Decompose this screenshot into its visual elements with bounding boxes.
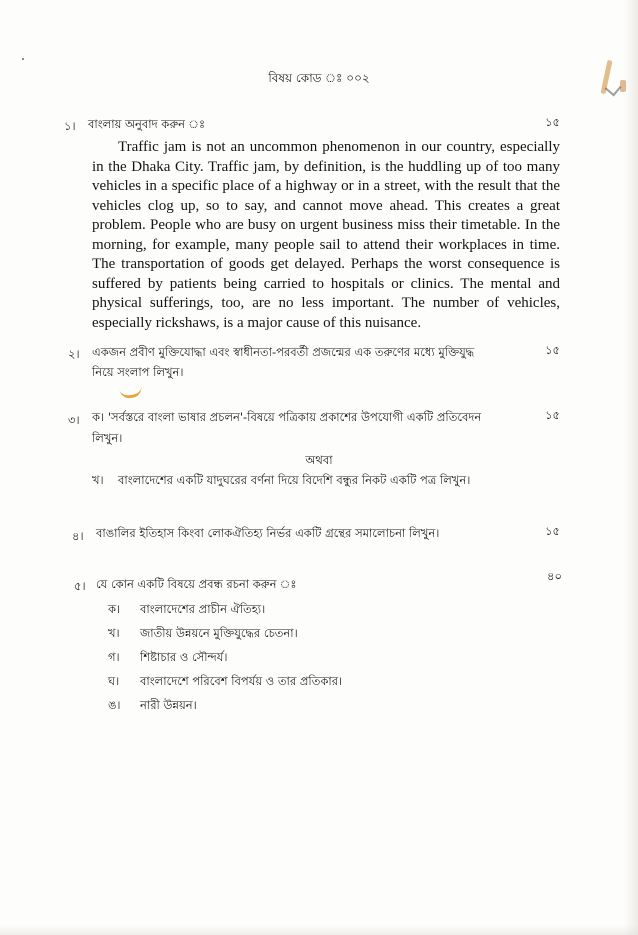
question-1-number: ১।	[64, 119, 76, 133]
topic-label: খ।	[108, 625, 120, 640]
list-item	[108, 670, 342, 694]
question-4-line-1: বাঙালির ইতিহাস কিংবা লোকঐতিহ্য নির্ভর একটি গ্রন্থের সমালোচনা লিখুন।	[96, 526, 440, 540]
scan-bottom-shadow	[0, 925, 638, 935]
question-3-number: ৩।	[68, 413, 80, 427]
topic-text: বাংলাদেশের প্রাচীন ঐতিহ্য।	[140, 601, 266, 616]
list-item	[108, 694, 342, 718]
or-separator: অথবা	[305, 453, 333, 467]
topic-text: শিষ্টাচার ও সৌন্দর্য।	[140, 649, 228, 664]
question-2-marks: ১৫	[545, 343, 560, 357]
question-5-line-1: যে কোন একটি বিষয়ে প্রবন্ধ রচনা করুন ঃ	[96, 577, 297, 591]
topic-label: ঙ।	[108, 697, 121, 712]
translation-passage: Traffic jam is not an uncommon phenomenon in our country, especially in the Dhaka City. Traffic jam, by definition, is the huddling up of too many vehicles in a specific place of a highway or in a street, with the result that the vehicles clog up, so to say, and cannot move ahead. This creates a great problem. People who are busy on urgent business miss their timetable. In the morning, for example, many people sail to attend their workplaces in time. The transportation of goods get delayed. Perhaps the worst consequence is suffered by patients being carried to hospitals or clinics. The mental and physical sufferings, too, are no less important. The number of vehicles, especially rickshaws, is a major cause of this nuisance.	[92, 139, 560, 331]
question-2-number: ২।	[68, 347, 80, 361]
question-1-prompt: বাংলায় অনুবাদ করুন ঃ	[88, 117, 206, 131]
question-3-marks: ১৫	[545, 408, 560, 422]
list-item	[108, 598, 342, 622]
question-2-line-1: একজন প্রবীণ মুক্তিযোদ্ধা এবং স্বাধীনতা-পরবর্তী প্রজন্মের এক তরুণের মধ্যে মুক্তিযুদ্ধ	[92, 345, 475, 359]
subject-code: বিষয় কোড ঃ ০০২	[268, 71, 370, 85]
question-2-line-2: নিয়ে সংলাপ লিখুন।	[92, 365, 184, 379]
question-1-marks: ১৫	[545, 115, 560, 129]
question-3-alt-label: খ।	[92, 473, 104, 487]
question-3-line-2: লিখুন।	[92, 431, 123, 445]
essay-topic-list	[108, 598, 342, 718]
list-item	[108, 646, 342, 670]
topic-text: নারী উন্নয়ন।	[140, 697, 197, 712]
question-4-marks: ১৫	[545, 524, 560, 538]
list-item	[108, 622, 342, 646]
question-3-alt-text: বাংলাদেশের একটি যাদুঘরের বর্ণনা দিয়ে বিদেশি বন্ধুর নিকট একটি পত্র লিখুন।	[118, 473, 471, 487]
question-5-number: ৫।	[74, 579, 86, 593]
pen-stroke-mark	[119, 387, 142, 400]
topic-label: ক।	[108, 601, 121, 616]
topic-label: গ।	[108, 649, 120, 664]
topic-text: জাতীয় উন্নয়নে মুক্তিযুদ্ধের চেতনা।	[140, 625, 298, 640]
question-3-line-1: ক। 'সর্বস্তরে বাংলা ভাষার প্রচলন'-বিষয়ে পত্রিকায় প্রকাশের উপযোগী একটি প্রতিবেদন	[92, 410, 482, 424]
scan-speck	[22, 58, 24, 60]
topic-text: বাংলাদেশে পরিবেশ বিপর্যয় ও তার প্রতিকার।	[140, 673, 343, 688]
question-4-number: ৪।	[72, 529, 84, 543]
topic-label: ঘ।	[108, 673, 120, 688]
question-5-marks: ৪০	[547, 569, 562, 583]
